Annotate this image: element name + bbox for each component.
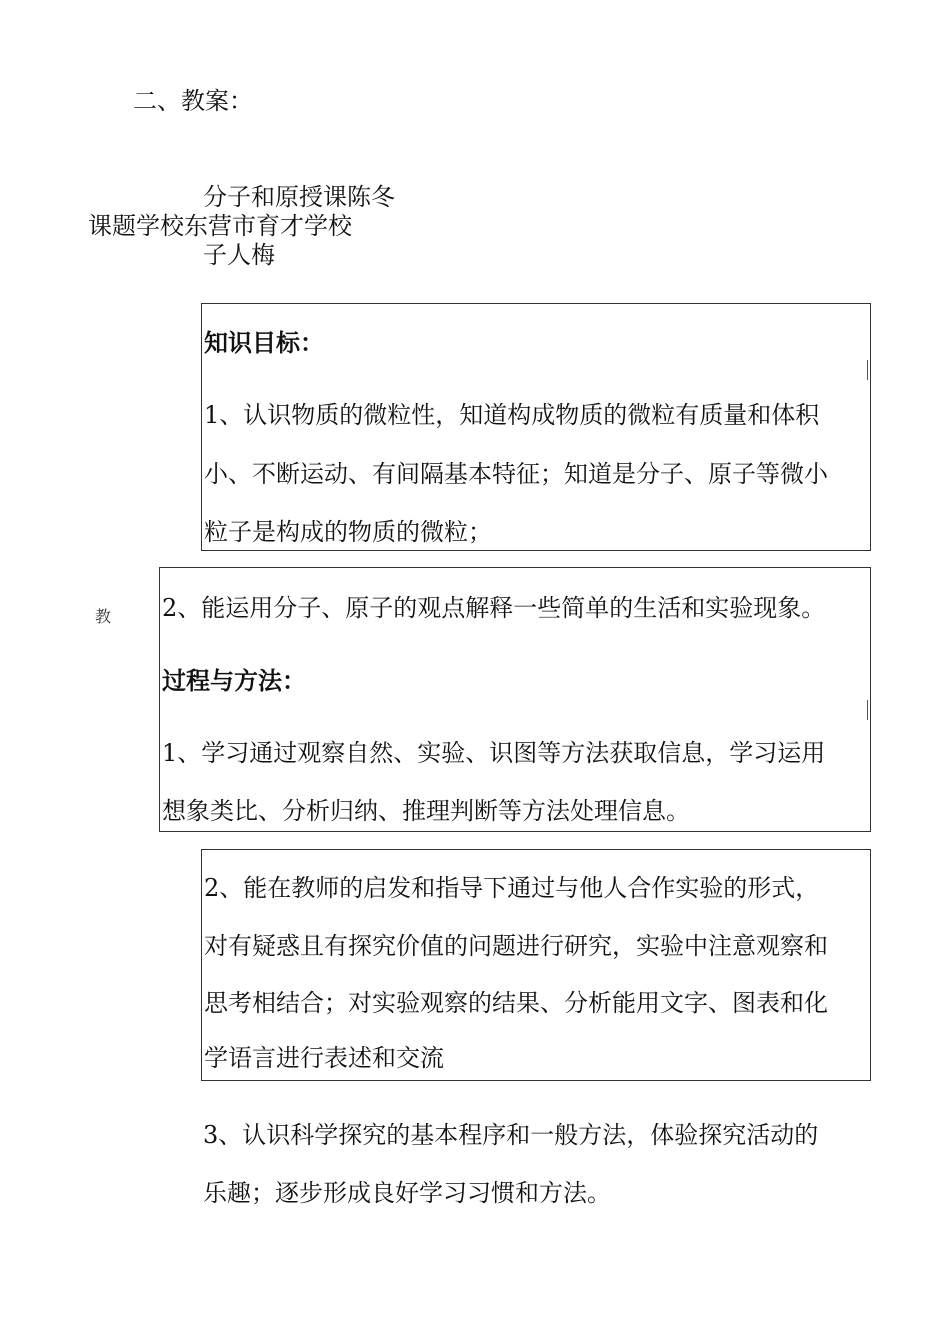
knowledge-goals-box xyxy=(201,303,871,551)
header-line-bottom: 子人梅 xyxy=(203,241,275,269)
header-line-top: 分子和原授课陈冬 xyxy=(203,183,395,211)
header-line-middle: 课题学校东营市育才学校 xyxy=(88,212,352,240)
box3-line-1: 2、能在教师的启发和指导下通过与他人合作实验的形式， xyxy=(204,874,820,902)
box3-line-3: 思考相结合；对实验观察的结果、分析能用文字、图表和化 xyxy=(204,989,828,1017)
box3-line-2: 对有疑惑且有探究价值的问题进行研究，实验中注意观察和 xyxy=(204,932,828,960)
box1-line-1: 1、认识物质的微粒性，知道构成物质的微粒有质量和体积 xyxy=(204,401,820,429)
box2-line-2: 1、学习通过观察自然、实验、识图等方法获取信息，学习运用 xyxy=(162,739,826,767)
box1-tick xyxy=(867,360,868,380)
side-mark: 教 xyxy=(95,607,112,626)
knowledge-goals-heading: 知识目标： xyxy=(204,329,324,357)
section-heading: 二、教案： xyxy=(133,87,253,115)
box2-tick xyxy=(867,700,868,720)
process-methods-heading: 过程与方法： xyxy=(162,667,306,695)
box1-line-2: 小、不断运动、有间隔基本特征；知道是分子、原子等微小 xyxy=(204,460,828,488)
trailing-line-1: 3、认识科学探究的基本程序和一般方法，体验探究活动的 xyxy=(203,1121,819,1149)
box2-line-1: 2、能运用分子、原子的观点解释一些简单的生活和实验现象。 xyxy=(162,594,826,622)
box3-line-4: 学语言进行表述和交流 xyxy=(204,1044,444,1072)
trailing-line-2: 乐趣；逐步形成良好学习习惯和方法。 xyxy=(203,1179,611,1207)
process-methods-box-2 xyxy=(201,849,871,1081)
box2-line-3: 想象类比、分析归纳、推理判断等方法处理信息。 xyxy=(162,797,690,825)
box1-line-3: 粒子是构成的物质的微粒； xyxy=(204,518,492,546)
process-methods-box xyxy=(159,567,871,832)
